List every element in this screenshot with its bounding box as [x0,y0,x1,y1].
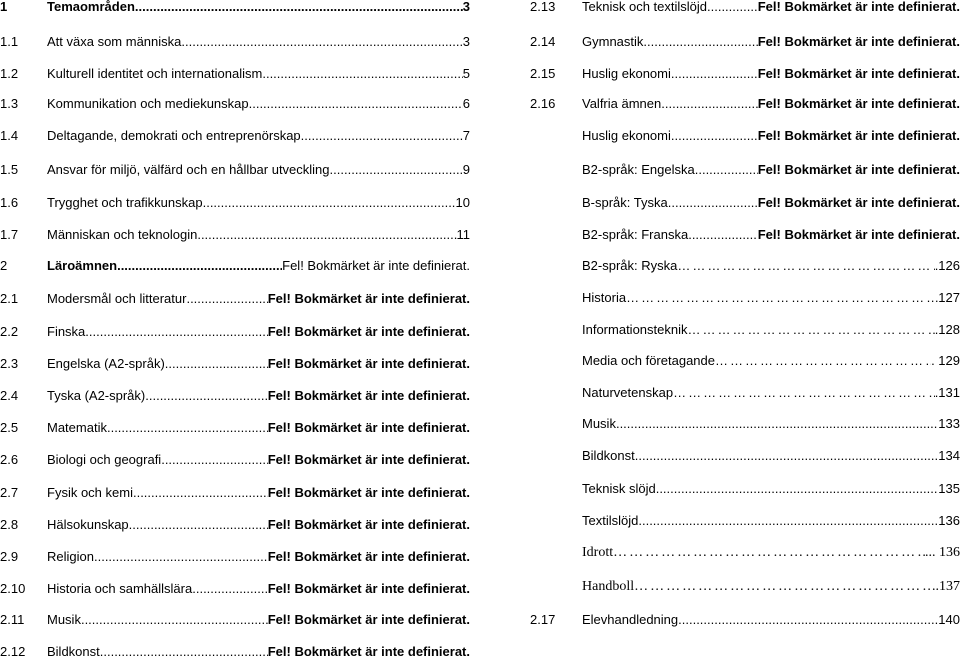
toc-dot-leader [688,225,758,245]
toc-dot-leader [634,577,932,597]
toc-entry[interactable] [530,64,960,84]
toc-entry-title: Kulturell identitet och internationalism [47,66,263,81]
toc-entry[interactable] [0,547,470,567]
toc-entry-page: 3 [462,34,470,49]
toc-entry[interactable] [0,354,470,374]
toc-dot-leader [635,446,939,466]
toc-entry-title: Idrott [582,545,614,560]
toc-entry[interactable] [0,579,470,599]
toc-dot-leader [613,543,925,563]
toc-entry[interactable] [530,160,960,180]
toc-entry-page: 127 [938,290,960,305]
toc-entry-title: Trygghet och trafikkunskap [47,195,203,210]
toc-entry-title: Människan och teknologin [47,227,198,242]
toc-entry-page: 140 [938,612,960,627]
toc-entry[interactable] [0,256,470,276]
toc-entry-page: 136 [938,513,960,528]
toc-entry-page: Fel! Bokmärket är inte definierat. [267,452,470,467]
toc-entry[interactable] [530,543,960,563]
toc-entry-number: 1 [0,0,8,14]
toc-entry-number: 1.4 [0,128,19,143]
toc-entry-number: 2.8 [0,517,19,532]
toc-dot-leader [661,94,757,114]
toc-entry-page: Fel! Bokmärket är inte definierat. [267,549,470,564]
toc-entry-title: Informationsteknik [582,322,688,337]
toc-dot-leader [203,193,456,213]
toc-dot-leader [668,193,758,213]
toc-dot-leader [129,515,268,535]
toc-entry[interactable] [530,288,960,308]
toc-entry[interactable] [530,256,960,276]
toc-entry-page: Fel! Bokmärket är inte definierat. [757,96,960,111]
toc-entry-title: Engelska (A2-språk) [47,356,165,371]
toc-dot-leader [94,547,268,567]
toc-dot-leader [165,354,268,374]
toc-entry-title: Musik [47,612,81,627]
toc-dot-leader [81,610,268,630]
toc-dot-leader [85,322,267,342]
toc-entry-number: 2.6 [0,452,19,467]
toc-entry-title: Finska [47,324,86,339]
toc-entry[interactable] [0,450,470,470]
toc-dot-leader [688,320,935,340]
toc-entry-page: Fel! Bokmärket är inte definierat. [757,34,960,49]
toc-entry[interactable] [530,225,960,245]
toc-entry-page: 9 [462,162,470,177]
toc-entry-page: Fel! Bokmärket är inte definierat. [267,644,470,659]
toc-entry-title: Bildkonst [47,644,100,659]
toc-entry-number: 2.10 [0,581,26,596]
toc-entry-page: 133 [938,416,960,431]
toc-dot-leader [117,256,282,276]
toc-dot-leader [715,351,931,371]
toc-entry[interactable] [530,610,960,630]
toc-dot-leader [181,32,462,52]
toc-entry[interactable] [530,446,960,466]
toc-entry-number: 2.4 [0,388,19,403]
toc-entry-number: 2.1 [0,291,19,306]
toc-entry-number: 1.6 [0,195,19,210]
toc-dot-leader [626,288,938,308]
toc-entry[interactable] [0,126,470,146]
toc-entry-title: Modersmål och litteratur [47,291,187,306]
toc-entry-number: 2.12 [0,644,26,659]
toc-dot-leader [330,160,463,180]
toc-dot-leader [161,450,268,470]
toc-entry-title: Elevhandledning [582,612,679,627]
toc-entry-title: Fysik och kemi [47,485,133,500]
toc-entry-title: Naturvetenskap [582,385,674,400]
toc-entry-page: 135 [938,481,960,496]
toc-entry-page: Fel! Bokmärket är inte definierat. [267,388,470,403]
toc-entry-number: 2.17 [530,612,556,627]
toc-entry-page: Fel! Bokmärket är inte definierat. [267,356,470,371]
toc-entry-page: ... 136 [925,545,960,560]
toc-entry-title: Deltagande, demokrati och entreprenörskap [47,128,301,143]
toc-entry-title: Huslig ekonomi [582,66,671,81]
toc-dot-leader [145,386,267,406]
toc-dot-leader [673,383,935,403]
toc-entry[interactable] [530,383,960,403]
toc-entry[interactable] [530,94,960,114]
toc-entry-number: 1.3 [0,96,19,111]
toc-entry-page: Fel! Bokmärket är inte definierat. [267,291,470,306]
toc-entry-number: 2.15 [530,66,556,81]
toc-entry[interactable] [530,193,960,213]
toc-entry[interactable] [0,32,470,52]
toc-entry-page: Fel! Bokmärket är inte definierat. [267,324,470,339]
toc-dot-leader [186,289,267,309]
toc-entry-page: 11 [456,227,470,242]
toc-dot-leader [677,256,934,276]
toc-entry-page: Fel! Bokmärket är inte definierat. [757,128,960,143]
toc-dot-leader [262,64,462,84]
toc-dot-leader [707,0,758,17]
toc-entry[interactable] [530,32,960,52]
toc-entry-page: 5 [462,66,470,81]
toc-entry-title: Kommunikation och mediekunskap [47,96,249,111]
toc-entry[interactable] [530,320,960,340]
toc-entry-title: Handboll [582,579,635,594]
toc-dot-leader [107,418,268,438]
toc-entry-page: .128 [934,322,960,337]
toc-entry[interactable] [0,610,470,630]
toc-entry-title: Teknisk slöjd [582,481,656,496]
toc-entry[interactable] [0,322,470,342]
toc-entry-title: Media och företagande [582,353,715,368]
toc-entry[interactable] [530,479,960,499]
toc-dot-leader [695,160,758,180]
toc-entry-page: . 129 [931,353,960,368]
toc-entry[interactable] [0,418,470,438]
toc-entry-title: Musik [582,416,616,431]
toc-entry-title: Att växa som människa [47,34,182,49]
toc-entry[interactable] [0,289,470,309]
toc-dot-leader [671,64,758,84]
toc-entry-title: Biologi och geografi [47,452,162,467]
toc-entry-title: B2-språk: Ryska [582,258,678,273]
toc-entry-number: 2.14 [530,34,556,49]
toc-entry-number: 2.5 [0,420,19,435]
toc-entry-title: Bildkonst [582,448,635,463]
toc-entry-page: Fel! Bokmärket är inte definierat. [757,0,960,14]
toc-entry-number: 2.11 [0,612,25,627]
toc-entry-title: Matematik [47,420,107,435]
toc-entry-title: Temaområden [47,0,135,14]
toc-entry-number: 1.1 [0,34,19,49]
toc-entry[interactable] [0,225,470,245]
toc-entry-number: 1.2 [0,66,19,81]
toc-dot-leader [671,126,758,146]
toc-entry-page: .126 [934,258,960,273]
toc-entry-title: Hälsokunskap [47,517,129,532]
toc-entry[interactable] [530,351,960,371]
toc-entry-title: Religion [47,549,94,564]
toc-entry-title: Textilslöjd [582,513,639,528]
toc-entry[interactable] [0,386,470,406]
toc-entry-page: 3 [462,0,470,14]
toc-entry-title: B-språk: Tyska [582,195,668,210]
toc-entry-title: Historia [582,290,627,305]
toc-dot-leader [638,511,938,531]
toc-dot-leader [135,0,463,17]
toc-entry-number: 2.2 [0,324,19,339]
toc-entry-page: Fel! Bokmärket är inte definierat. [757,195,960,210]
toc-entry-title: Gymnastik [582,34,644,49]
toc-dot-leader [192,579,267,599]
toc-entry[interactable] [530,414,960,434]
toc-entry-number: 1.7 [0,227,19,242]
toc-dot-leader [133,483,268,503]
toc-entry-page: 134 [938,448,960,463]
toc-dot-leader [301,126,463,146]
toc-entry[interactable] [0,483,470,503]
toc-entry-page: Fel! Bokmärket är inte definierat. [757,162,960,177]
toc-entry-title: Läroämnen [47,258,118,273]
toc-entry[interactable] [0,642,470,662]
toc-entry-title: B2-språk: Franska [582,227,689,242]
toc-entry-page: Fel! Bokmärket är inte definierat. [282,258,470,273]
toc-entry-number: 2.13 [530,0,556,14]
toc-entry-title: Tyska (A2-språk) [47,388,146,403]
toc-dot-leader [678,610,938,630]
toc-dot-leader [643,32,757,52]
toc-dot-leader [100,642,268,662]
toc-entry-page: 6 [462,96,470,111]
toc-entry-page: Fel! Bokmärket är inte definierat. [267,485,470,500]
toc-entry-number: 2 [0,258,8,273]
toc-entry-number: 2.16 [530,96,556,111]
toc-dot-leader [249,94,463,114]
toc-entry-page: 7 [462,128,470,143]
toc-dot-leader [197,225,456,245]
toc-entry-page: .131 [934,385,960,400]
toc-entry-page: Fel! Bokmärket är inte definierat. [757,227,960,242]
toc-entry-page: Fel! Bokmärket är inte definierat. [267,612,470,627]
toc-entry[interactable] [0,515,470,535]
toc-entry-number: 2.9 [0,549,19,564]
toc-entry-page: Fel! Bokmärket är inte definierat. [267,581,470,596]
toc-entry-title: Ansvar för miljö, välfärd och en hållbar utveckling [47,162,330,177]
toc-entry[interactable] [0,193,470,213]
toc-entry-title: Teknisk och textilslöjd [582,0,707,14]
toc-entry-title: B2-språk: Engelska [582,162,695,177]
toc-entry[interactable] [530,577,960,597]
toc-dot-leader [616,414,938,434]
toc-entry-page: 10 [455,195,470,210]
toc-entry[interactable] [0,64,470,84]
toc-entry-page: ..137 [932,579,960,594]
toc-entry[interactable] [530,126,960,146]
toc-dot-leader [656,479,939,499]
toc-entry-page: Fel! Bokmärket är inte definierat. [267,420,470,435]
toc-entry-page: Fel! Bokmärket är inte definierat. [267,517,470,532]
toc-entry-title: Historia och samhällslära [47,581,193,596]
toc-entry[interactable] [0,0,470,17]
toc-entry[interactable] [530,511,960,531]
toc-entry-title: Huslig ekonomi [582,128,671,143]
toc-entry-number: 2.7 [0,485,19,500]
toc-entry-number: 1.5 [0,162,19,177]
toc-entry-title: Valfria ämnen [582,96,662,111]
toc-entry-number: 2.3 [0,356,19,371]
toc-entry[interactable] [0,160,470,180]
toc-entry[interactable] [530,0,960,17]
toc-entry-page: Fel! Bokmärket är inte definierat. [757,66,960,81]
toc-entry[interactable] [0,94,470,114]
